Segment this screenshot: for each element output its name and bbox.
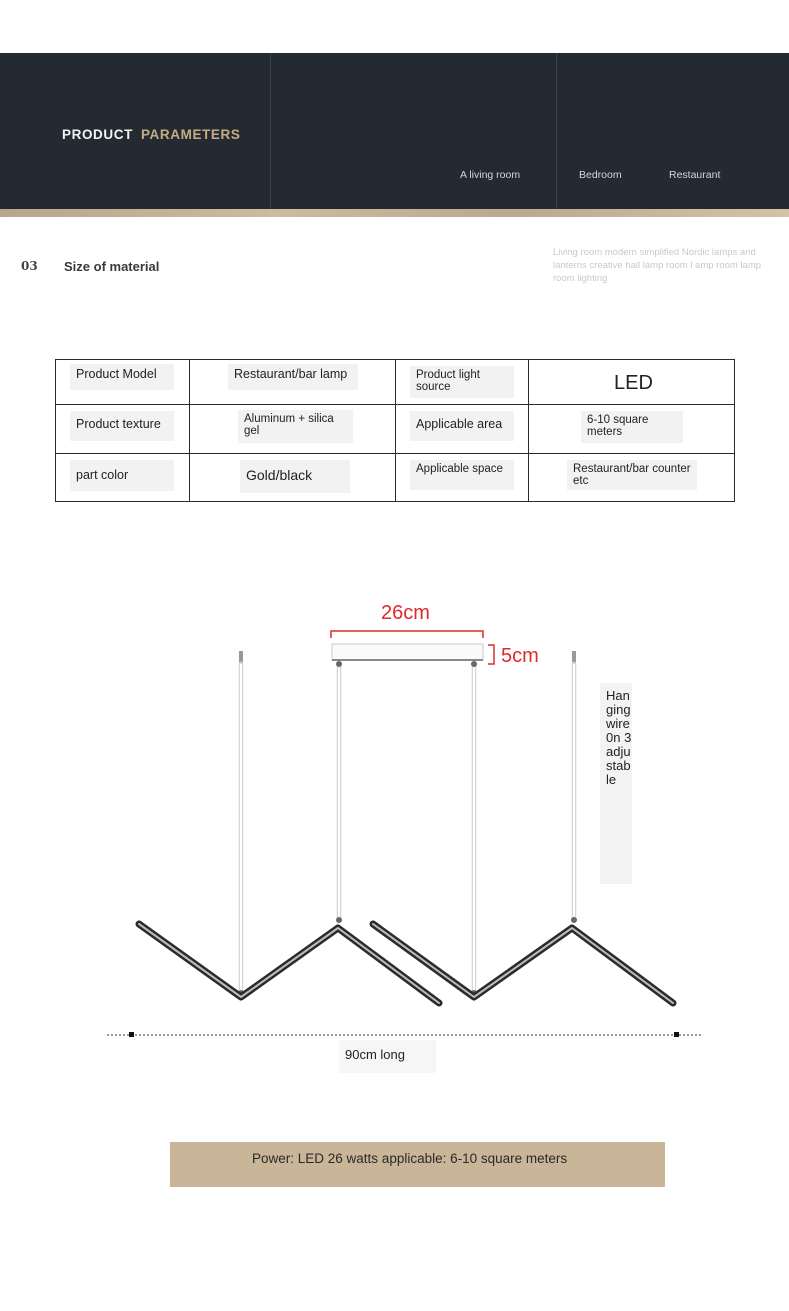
- tab-living-room[interactable]: A living room: [460, 169, 521, 181]
- banner-floor-strip: [0, 209, 789, 217]
- param-label: Product Model: [70, 364, 174, 390]
- canopy: [332, 644, 483, 660]
- canopy-width-label: 26cm: [381, 602, 430, 624]
- param-value: Restaurant/bar counter etc: [567, 460, 697, 490]
- param-value: Aluminum + silica gel: [238, 410, 353, 443]
- table-cell: [396, 360, 529, 405]
- banner-title: [62, 127, 240, 142]
- header-banner: [0, 53, 789, 209]
- section-description: Living room modern simplified Nordic lamps and lanterns creative hall lamp room l amp room lamp room lighting: [553, 247, 762, 284]
- param-value: 6-10 square meters: [581, 411, 683, 443]
- table-row: [56, 360, 735, 405]
- param-value: Gold/black: [240, 460, 350, 493]
- wire-note: Hanging wire 0n 3 adjustable: [600, 683, 632, 884]
- canopy-height-label: 5cm: [501, 645, 539, 667]
- hanging-wires: [241, 664, 574, 990]
- param-value: LED: [614, 372, 653, 394]
- table-cell: [190, 454, 396, 502]
- table-cell: [56, 405, 190, 454]
- table-cell: [56, 360, 190, 405]
- table-cell: [396, 405, 529, 454]
- table-cell: [396, 454, 529, 502]
- ceiling-hook: [572, 651, 576, 663]
- table-row: [56, 405, 735, 454]
- parameters-table: [55, 359, 735, 502]
- param-label: part color: [70, 460, 174, 491]
- table-row: [56, 454, 735, 502]
- length-marker: [674, 1032, 679, 1037]
- height-dimension-line: [488, 645, 494, 664]
- tab-restaurant[interactable]: Restaurant: [669, 169, 721, 181]
- param-label: Product light source: [410, 366, 514, 398]
- width-dimension-line: [331, 631, 483, 638]
- table-cell: [190, 360, 396, 405]
- banner-title-part1: PRODUCT: [62, 127, 133, 142]
- banner-divider: [556, 53, 557, 209]
- power-info-bar: Power: LED 26 watts applicable: 6-10 square meters: [170, 1142, 665, 1187]
- length-marker: [129, 1032, 134, 1037]
- section-number: 03: [21, 259, 38, 273]
- table-cell: [529, 454, 735, 502]
- param-label: Applicable space: [410, 460, 514, 490]
- banner-divider: [270, 53, 271, 209]
- table-cell: [190, 405, 396, 454]
- length-label: 90cm long: [339, 1040, 436, 1073]
- param-label: Product texture: [70, 411, 174, 441]
- lamp-body: [139, 924, 673, 1003]
- banner-title-part2: PARAMETERS: [140, 127, 241, 142]
- section-title: Size of material: [64, 259, 160, 274]
- table-cell: [529, 360, 735, 405]
- table-cell: [56, 454, 190, 502]
- lamp-diagram: [0, 590, 789, 1090]
- tab-bedroom[interactable]: Bedroom: [579, 169, 622, 181]
- ceiling-hook: [239, 651, 243, 663]
- param-value: Restaurant/bar lamp: [228, 364, 358, 390]
- table-cell: [529, 405, 735, 454]
- param-label: Applicable area: [410, 411, 514, 441]
